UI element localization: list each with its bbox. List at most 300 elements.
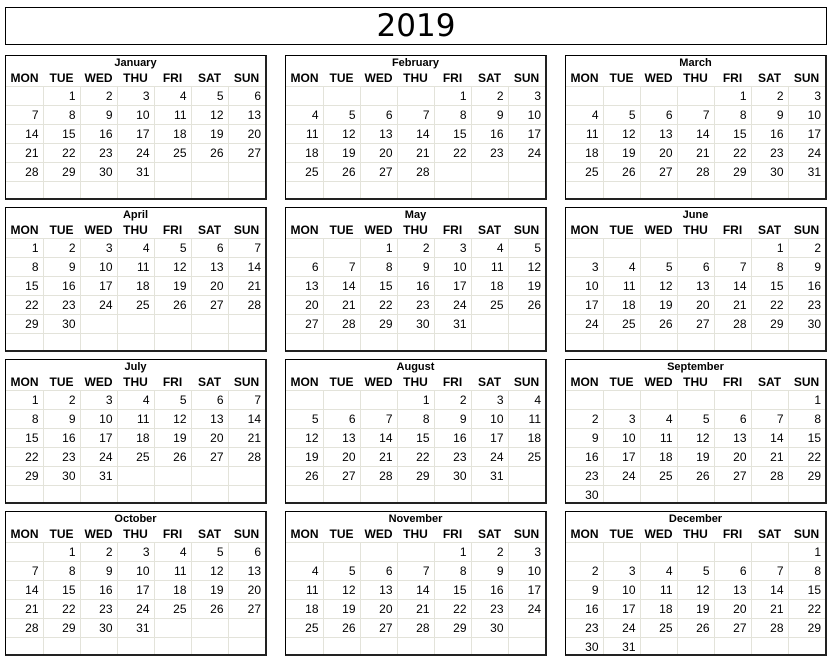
day-cell	[191, 638, 228, 657]
day-cell	[154, 486, 191, 505]
day-cell: 1	[43, 87, 80, 106]
day-cell: 4	[640, 562, 677, 581]
day-cell: 9	[566, 429, 603, 448]
weekday-header-row	[286, 374, 545, 391]
day-cell: 5	[640, 258, 677, 277]
day-cell: 16	[434, 429, 471, 448]
day-cell: 11	[640, 581, 677, 600]
day-cell: 16	[788, 277, 825, 296]
day-cell: 22	[788, 448, 825, 467]
day-cell	[360, 87, 397, 106]
day-cell: 17	[788, 125, 825, 144]
day-cell: 3	[117, 543, 154, 562]
weekday-header: THU	[677, 526, 714, 543]
day-cell: 18	[117, 429, 154, 448]
day-cell: 3	[471, 391, 508, 410]
weekday-header: MON	[566, 222, 603, 239]
day-cell: 27	[640, 163, 677, 182]
day-cell: 27	[228, 600, 265, 619]
day-cell: 24	[788, 144, 825, 163]
day-cell: 31	[117, 163, 154, 182]
day-cell	[191, 619, 228, 638]
day-cell	[228, 486, 265, 505]
day-cell: 18	[471, 277, 508, 296]
day-cell	[471, 163, 508, 182]
week-row	[566, 182, 825, 201]
day-cell: 4	[154, 543, 191, 562]
day-cell	[566, 182, 603, 201]
day-cell: 25	[471, 296, 508, 315]
day-cell: 17	[603, 600, 640, 619]
day-cell: 6	[677, 258, 714, 277]
month-title: July	[124, 361, 147, 373]
weekday-header: SAT	[751, 374, 788, 391]
day-cell	[714, 182, 751, 201]
day-cell: 8	[6, 258, 43, 277]
week-row	[566, 448, 825, 467]
day-cell: 12	[154, 410, 191, 429]
day-cell: 29	[434, 619, 471, 638]
day-cell: 4	[117, 391, 154, 410]
day-cell: 30	[397, 315, 434, 334]
month-table	[286, 70, 545, 200]
day-cell	[751, 334, 788, 353]
day-cell: 28	[6, 163, 43, 182]
weekday-header: SAT	[471, 70, 508, 87]
day-cell	[154, 619, 191, 638]
day-cell: 8	[43, 106, 80, 125]
week-row	[286, 144, 545, 163]
week-row	[6, 296, 265, 315]
day-cell: 4	[566, 106, 603, 125]
day-cell: 28	[751, 619, 788, 638]
weekday-header: WED	[80, 526, 117, 543]
month-april	[5, 207, 267, 352]
day-cell: 27	[714, 619, 751, 638]
day-cell: 22	[6, 448, 43, 467]
day-cell: 30	[80, 619, 117, 638]
day-cell: 13	[323, 429, 360, 448]
day-cell: 20	[360, 144, 397, 163]
day-cell: 29	[6, 315, 43, 334]
day-cell: 2	[434, 391, 471, 410]
day-cell: 13	[360, 125, 397, 144]
day-cell: 25	[508, 448, 545, 467]
day-cell: 1	[6, 239, 43, 258]
weekday-header: TUE	[323, 70, 360, 87]
day-cell: 10	[117, 106, 154, 125]
day-cell: 8	[434, 106, 471, 125]
day-cell: 14	[6, 581, 43, 600]
weekday-header: THU	[397, 222, 434, 239]
day-cell	[508, 334, 545, 353]
day-cell: 29	[43, 619, 80, 638]
month-table	[286, 374, 545, 504]
day-cell: 8	[434, 562, 471, 581]
day-cell: 21	[751, 448, 788, 467]
weekday-header: SAT	[751, 70, 788, 87]
day-cell	[434, 486, 471, 505]
weekday-header: SAT	[191, 526, 228, 543]
day-cell	[360, 391, 397, 410]
day-cell	[117, 638, 154, 657]
day-cell	[397, 87, 434, 106]
day-cell	[43, 182, 80, 201]
day-cell: 9	[751, 106, 788, 125]
day-cell: 12	[191, 106, 228, 125]
day-cell: 31	[117, 619, 154, 638]
day-cell	[323, 87, 360, 106]
day-cell: 28	[360, 467, 397, 486]
weekday-header: SAT	[471, 222, 508, 239]
week-row	[286, 619, 545, 638]
week-row	[286, 182, 545, 201]
day-cell	[566, 334, 603, 353]
day-cell: 25	[640, 619, 677, 638]
day-cell: 4	[286, 562, 323, 581]
week-row	[566, 125, 825, 144]
day-cell	[286, 638, 323, 657]
day-cell: 24	[566, 315, 603, 334]
day-cell: 27	[323, 467, 360, 486]
day-cell: 24	[434, 296, 471, 315]
day-cell: 5	[603, 106, 640, 125]
day-cell: 4	[508, 391, 545, 410]
day-cell: 20	[714, 448, 751, 467]
day-cell: 10	[603, 429, 640, 448]
day-cell	[228, 638, 265, 657]
day-cell	[566, 87, 603, 106]
day-cell	[117, 315, 154, 334]
day-cell: 8	[788, 410, 825, 429]
day-cell: 7	[677, 106, 714, 125]
weekday-header: TUE	[603, 526, 640, 543]
weekday-header: SAT	[471, 526, 508, 543]
day-cell: 20	[228, 125, 265, 144]
day-cell: 13	[191, 410, 228, 429]
day-cell: 15	[6, 429, 43, 448]
weekday-header: SUN	[228, 526, 265, 543]
day-cell: 21	[323, 296, 360, 315]
week-row	[566, 619, 825, 638]
day-cell: 21	[360, 448, 397, 467]
day-cell: 15	[6, 277, 43, 296]
day-cell: 17	[566, 296, 603, 315]
day-cell: 25	[286, 163, 323, 182]
day-cell: 11	[471, 258, 508, 277]
day-cell: 6	[640, 106, 677, 125]
day-cell: 16	[751, 125, 788, 144]
day-cell: 31	[788, 163, 825, 182]
day-cell: 30	[434, 467, 471, 486]
month-title: November	[388, 513, 443, 525]
weekday-header: MON	[286, 222, 323, 239]
day-cell: 6	[360, 562, 397, 581]
weekday-header: SUN	[788, 222, 825, 239]
week-row	[6, 182, 265, 201]
day-cell: 4	[286, 106, 323, 125]
weekday-header: SUN	[228, 70, 265, 87]
day-cell: 16	[80, 125, 117, 144]
day-cell: 3	[434, 239, 471, 258]
day-cell: 9	[566, 581, 603, 600]
weekday-header-row	[286, 222, 545, 239]
day-cell: 30	[566, 486, 603, 505]
day-cell	[286, 239, 323, 258]
week-row	[566, 163, 825, 182]
day-cell	[323, 638, 360, 657]
week-row	[566, 486, 825, 505]
day-cell: 28	[714, 315, 751, 334]
day-cell: 12	[603, 125, 640, 144]
day-cell	[714, 543, 751, 562]
day-cell: 22	[434, 600, 471, 619]
day-cell: 19	[191, 125, 228, 144]
day-cell: 2	[43, 239, 80, 258]
day-cell: 26	[286, 467, 323, 486]
weekday-header-row	[6, 374, 265, 391]
day-cell: 11	[286, 125, 323, 144]
day-cell: 30	[751, 163, 788, 182]
day-cell	[603, 543, 640, 562]
day-cell	[677, 334, 714, 353]
weekday-header: SAT	[191, 222, 228, 239]
day-cell	[80, 486, 117, 505]
day-cell: 24	[80, 448, 117, 467]
day-cell: 26	[191, 144, 228, 163]
weekday-header: SUN	[508, 526, 545, 543]
day-cell	[397, 182, 434, 201]
day-cell	[397, 486, 434, 505]
week-row	[286, 562, 545, 581]
day-cell: 19	[154, 429, 191, 448]
week-row	[286, 334, 545, 353]
day-cell: 21	[714, 296, 751, 315]
day-cell: 15	[434, 125, 471, 144]
day-cell	[508, 638, 545, 657]
day-cell: 29	[751, 315, 788, 334]
weekday-header: FRI	[714, 526, 751, 543]
day-cell	[640, 543, 677, 562]
weekday-header: THU	[117, 526, 154, 543]
day-cell	[286, 334, 323, 353]
day-cell: 25	[154, 144, 191, 163]
day-cell: 11	[508, 410, 545, 429]
day-cell: 18	[286, 600, 323, 619]
day-cell	[677, 391, 714, 410]
weekday-header: SAT	[471, 374, 508, 391]
day-cell: 23	[751, 144, 788, 163]
day-cell	[228, 334, 265, 353]
month-title: June	[682, 209, 709, 221]
day-cell: 28	[751, 467, 788, 486]
day-cell: 12	[677, 429, 714, 448]
day-cell: 27	[191, 448, 228, 467]
month-march	[565, 55, 827, 200]
day-cell: 27	[714, 467, 751, 486]
day-cell: 25	[286, 619, 323, 638]
day-cell: 19	[286, 448, 323, 467]
day-cell	[43, 638, 80, 657]
day-cell: 26	[640, 315, 677, 334]
day-cell: 10	[80, 410, 117, 429]
day-cell	[117, 467, 154, 486]
week-row	[6, 410, 265, 429]
weekday-header: TUE	[43, 222, 80, 239]
day-cell: 18	[640, 448, 677, 467]
day-cell: 21	[6, 144, 43, 163]
week-row	[6, 543, 265, 562]
day-cell: 14	[323, 277, 360, 296]
month-title: December	[668, 513, 723, 525]
weekday-header: SUN	[788, 526, 825, 543]
day-cell	[154, 315, 191, 334]
week-row	[286, 277, 545, 296]
day-cell: 5	[677, 562, 714, 581]
day-cell: 22	[6, 296, 43, 315]
day-cell: 12	[286, 429, 323, 448]
week-row	[286, 429, 545, 448]
day-cell	[471, 486, 508, 505]
day-cell: 1	[6, 391, 43, 410]
day-cell: 17	[434, 277, 471, 296]
day-cell: 11	[286, 581, 323, 600]
day-cell: 9	[471, 562, 508, 581]
day-cell	[43, 486, 80, 505]
day-cell: 24	[80, 296, 117, 315]
weekday-header: MON	[6, 374, 43, 391]
day-cell: 9	[788, 258, 825, 277]
day-cell: 14	[751, 429, 788, 448]
weekday-header: TUE	[323, 222, 360, 239]
day-cell: 1	[397, 391, 434, 410]
week-row	[566, 239, 825, 258]
weekday-header: FRI	[714, 70, 751, 87]
week-row	[6, 258, 265, 277]
day-cell: 7	[714, 258, 751, 277]
month-title: February	[391, 57, 440, 69]
day-cell	[603, 239, 640, 258]
weekday-header: THU	[397, 70, 434, 87]
weekday-header: WED	[80, 222, 117, 239]
day-cell: 15	[43, 125, 80, 144]
day-cell	[751, 638, 788, 657]
month-title: January	[114, 57, 157, 69]
day-cell: 14	[397, 125, 434, 144]
day-cell: 1	[434, 87, 471, 106]
day-cell	[714, 486, 751, 505]
day-cell: 14	[714, 277, 751, 296]
week-row	[286, 581, 545, 600]
weekday-header-row	[6, 526, 265, 543]
week-row	[286, 638, 545, 657]
day-cell: 8	[43, 562, 80, 581]
weekday-header: WED	[360, 374, 397, 391]
day-cell: 7	[751, 562, 788, 581]
day-cell: 8	[6, 410, 43, 429]
week-row	[566, 315, 825, 334]
day-cell: 13	[714, 429, 751, 448]
day-cell: 22	[751, 296, 788, 315]
day-cell	[228, 163, 265, 182]
month-table	[286, 222, 545, 352]
day-cell	[6, 334, 43, 353]
day-cell	[117, 486, 154, 505]
weekday-header: TUE	[323, 374, 360, 391]
week-row	[566, 600, 825, 619]
day-cell	[471, 315, 508, 334]
day-cell: 15	[788, 581, 825, 600]
day-cell: 19	[154, 277, 191, 296]
weekday-header: MON	[286, 526, 323, 543]
day-cell	[566, 239, 603, 258]
weekday-header: SUN	[508, 374, 545, 391]
weekday-header: TUE	[603, 374, 640, 391]
weekday-header: WED	[360, 222, 397, 239]
day-cell: 7	[360, 410, 397, 429]
day-cell: 10	[508, 106, 545, 125]
day-cell: 1	[788, 543, 825, 562]
day-cell: 26	[323, 163, 360, 182]
day-cell: 15	[360, 277, 397, 296]
day-cell: 21	[677, 144, 714, 163]
day-cell: 11	[566, 125, 603, 144]
month-table	[286, 526, 545, 656]
day-cell: 18	[154, 581, 191, 600]
day-cell: 4	[640, 410, 677, 429]
week-row	[286, 87, 545, 106]
day-cell	[603, 391, 640, 410]
day-cell: 18	[566, 144, 603, 163]
weekday-header: FRI	[154, 70, 191, 87]
weekday-header: TUE	[603, 222, 640, 239]
day-cell: 10	[80, 258, 117, 277]
weekday-header: SAT	[751, 222, 788, 239]
day-cell	[286, 486, 323, 505]
weekday-header-row	[566, 222, 825, 239]
day-cell	[154, 467, 191, 486]
day-cell: 2	[80, 543, 117, 562]
day-cell: 13	[677, 277, 714, 296]
day-cell: 2	[788, 239, 825, 258]
week-row	[566, 258, 825, 277]
day-cell: 8	[397, 410, 434, 429]
month-table	[6, 222, 265, 352]
day-cell	[6, 543, 43, 562]
day-cell: 7	[323, 258, 360, 277]
day-cell: 31	[434, 315, 471, 334]
weekday-header: WED	[80, 374, 117, 391]
day-cell	[603, 87, 640, 106]
day-cell: 24	[117, 600, 154, 619]
day-cell: 6	[323, 410, 360, 429]
day-cell: 28	[228, 448, 265, 467]
day-cell: 17	[471, 429, 508, 448]
day-cell	[360, 638, 397, 657]
day-cell: 5	[323, 562, 360, 581]
day-cell: 26	[191, 600, 228, 619]
day-cell: 11	[154, 106, 191, 125]
weekday-header: FRI	[154, 526, 191, 543]
weekday-header: WED	[360, 526, 397, 543]
day-cell: 20	[677, 296, 714, 315]
weekday-header-row	[286, 526, 545, 543]
day-cell	[228, 467, 265, 486]
day-cell: 19	[640, 296, 677, 315]
weekday-header: FRI	[434, 70, 471, 87]
day-cell: 2	[566, 410, 603, 429]
weekday-header: FRI	[714, 222, 751, 239]
